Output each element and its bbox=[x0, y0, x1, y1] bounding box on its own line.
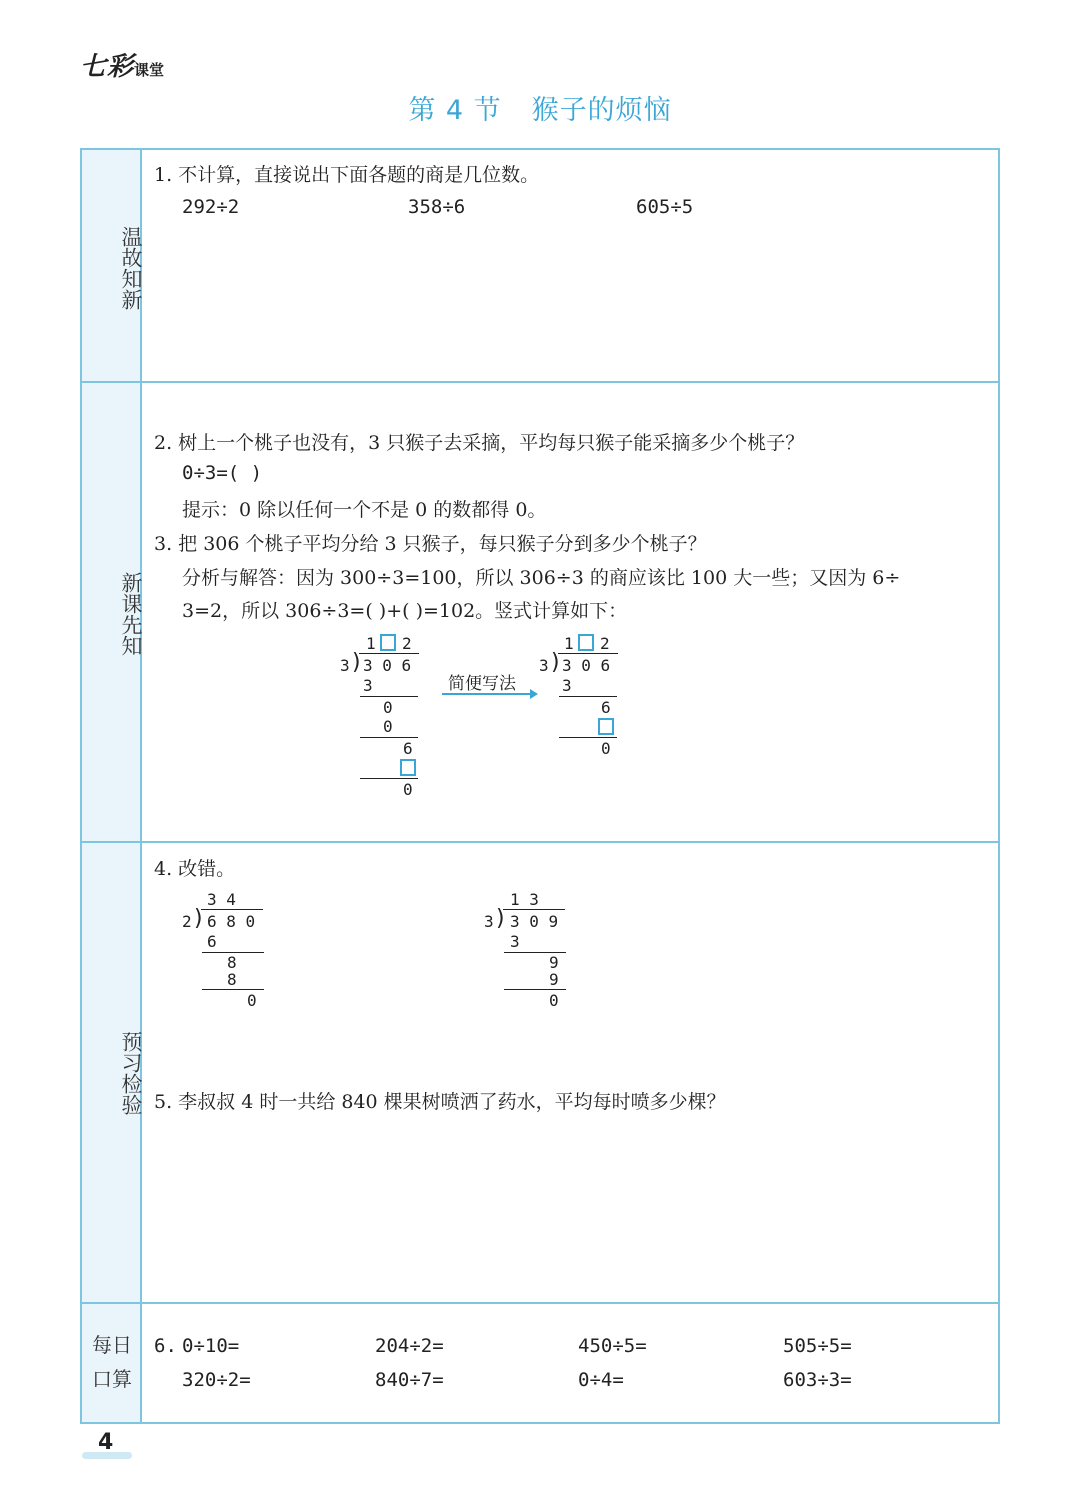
q1-item: 292÷2 bbox=[182, 196, 240, 218]
ld-rule bbox=[559, 737, 617, 738]
q6-item: 204÷2= bbox=[375, 1335, 444, 1357]
ld-step: 0 bbox=[247, 991, 257, 1010]
ld-step: 6 bbox=[601, 698, 611, 717]
arrow-right-icon bbox=[442, 688, 538, 700]
divider-1 bbox=[82, 381, 998, 383]
ld-dividend: 3 0 6 bbox=[363, 656, 412, 675]
divider-2 bbox=[82, 841, 998, 843]
ld-step: 0 bbox=[383, 717, 393, 736]
ld-divisor: 3 bbox=[484, 912, 494, 931]
answer-box[interactable] bbox=[400, 759, 416, 776]
ld-vinculum bbox=[201, 909, 263, 910]
worksheet-frame bbox=[80, 148, 1000, 1424]
ld-step: 3 bbox=[510, 932, 520, 951]
ld-dividend: 3 0 9 bbox=[510, 912, 559, 931]
ld-rule bbox=[360, 696, 418, 697]
q3-analysis-line2: 3=2，所以 306÷3=( )+( )=102。竖式计算如下： bbox=[182, 600, 628, 622]
section-label-newlesson: 新课先知 bbox=[119, 572, 143, 656]
ld-step: 6 bbox=[403, 739, 413, 758]
q5-text: 5. 李叔叔 4 时一共给 840 棵果树喷洒了药水，平均每时喷多少棵？ bbox=[154, 1091, 726, 1113]
q6-item: 320÷2= bbox=[182, 1369, 251, 1391]
ld-step: 8 bbox=[227, 953, 237, 972]
ld-bracket: ) bbox=[192, 906, 206, 931]
ld-divisor: 3 bbox=[539, 656, 549, 675]
ld-dividend: 6 8 0 bbox=[207, 912, 256, 931]
ld-step: 0 bbox=[601, 739, 611, 758]
section-sidebar bbox=[82, 150, 142, 1422]
section-label-daily-1: 每日 bbox=[92, 1333, 132, 1357]
brand-sub: 课堂 bbox=[134, 61, 165, 79]
section-label-review: 温故知新 bbox=[119, 226, 143, 310]
page-number: 4 bbox=[98, 1430, 114, 1455]
ld-quotient-digit: 2 bbox=[402, 634, 412, 653]
answer-box[interactable] bbox=[380, 634, 396, 651]
title-name: 猴子的烦恼 bbox=[531, 95, 672, 126]
brand-main: 七彩 bbox=[80, 52, 135, 82]
q6-item: 603÷3= bbox=[783, 1369, 852, 1391]
ld-rule bbox=[360, 737, 418, 738]
arrow-label: 简便写法 bbox=[448, 674, 516, 694]
ld-divisor: 2 bbox=[182, 912, 192, 931]
ld-vinculum bbox=[359, 653, 419, 654]
ld-dividend: 3 0 6 bbox=[562, 656, 611, 675]
ld-rule bbox=[559, 696, 617, 697]
ld-vinculum bbox=[558, 653, 618, 654]
ld-step: 9 bbox=[549, 953, 559, 972]
divider-3 bbox=[82, 1302, 998, 1304]
ld-rule bbox=[202, 989, 264, 990]
ld-step: 0 bbox=[403, 780, 413, 799]
ld-rule bbox=[504, 989, 566, 990]
ld-quotient: 3 4 bbox=[207, 890, 236, 909]
ld-step: 0 bbox=[549, 991, 559, 1010]
q6-item: 505÷5= bbox=[783, 1335, 852, 1357]
page-title bbox=[0, 88, 1080, 127]
ld-quotient-digit: 2 bbox=[600, 634, 610, 653]
ld-step: 6 bbox=[207, 932, 217, 951]
ld-bracket: ) bbox=[350, 650, 364, 675]
title-section: 第 4 节 bbox=[408, 95, 502, 126]
answer-box[interactable] bbox=[578, 634, 594, 651]
section-label-daily-2: 口算 bbox=[92, 1367, 132, 1391]
ld-quotient-digit: 1 bbox=[366, 634, 376, 653]
q2-equation: 0÷3=( ) bbox=[182, 462, 263, 484]
ld-step: 9 bbox=[549, 970, 559, 989]
q3-text: 3. 把 306 个桃子平均分给 3 只猴子，每只猴子分到多少个桃子？ bbox=[154, 533, 707, 555]
q2-hint: 提示：0 除以任何一个不是 0 的数都得 0。 bbox=[182, 499, 547, 521]
ld-step: 8 bbox=[227, 970, 237, 989]
q6-label: 6. bbox=[154, 1335, 177, 1357]
ld-rule bbox=[360, 778, 418, 779]
q6-item: 0÷4= bbox=[578, 1369, 624, 1391]
ld-step: 3 bbox=[363, 676, 373, 695]
q1-item: 605÷5 bbox=[636, 196, 694, 218]
ld-bracket: ) bbox=[549, 650, 563, 675]
q6-item: 450÷5= bbox=[578, 1335, 647, 1357]
answer-box[interactable] bbox=[598, 718, 614, 735]
q3-analysis-line1: 分析与解答：因为 300÷3=100，所以 306÷3 的商应该比 100 大一些；又因为 6÷ bbox=[182, 567, 901, 589]
section-label-preview: 预习检验 bbox=[119, 1031, 143, 1115]
q6-item: 840÷7= bbox=[375, 1369, 444, 1391]
q2-text: 2. 树上一个桃子也没有，3 只猴子去采摘，平均每只猴子能采摘多少个桃子？ bbox=[154, 432, 805, 454]
ld-vinculum bbox=[503, 909, 565, 910]
ld-divisor: 3 bbox=[340, 656, 350, 675]
q1-text: 1. 不计算，直接说出下面各题的商是几位数。 bbox=[154, 164, 540, 186]
ld-quotient-digit: 1 bbox=[564, 634, 574, 653]
q1-item: 358÷6 bbox=[408, 196, 466, 218]
q6-item: 0÷10= bbox=[182, 1335, 240, 1357]
brand-logo bbox=[80, 46, 164, 83]
ld-step: 3 bbox=[562, 676, 572, 695]
ld-step: 0 bbox=[383, 698, 393, 717]
ld-bracket: ) bbox=[494, 906, 508, 931]
ld-quotient: 1 3 bbox=[510, 890, 539, 909]
q4-text: 4. 改错。 bbox=[154, 858, 236, 880]
